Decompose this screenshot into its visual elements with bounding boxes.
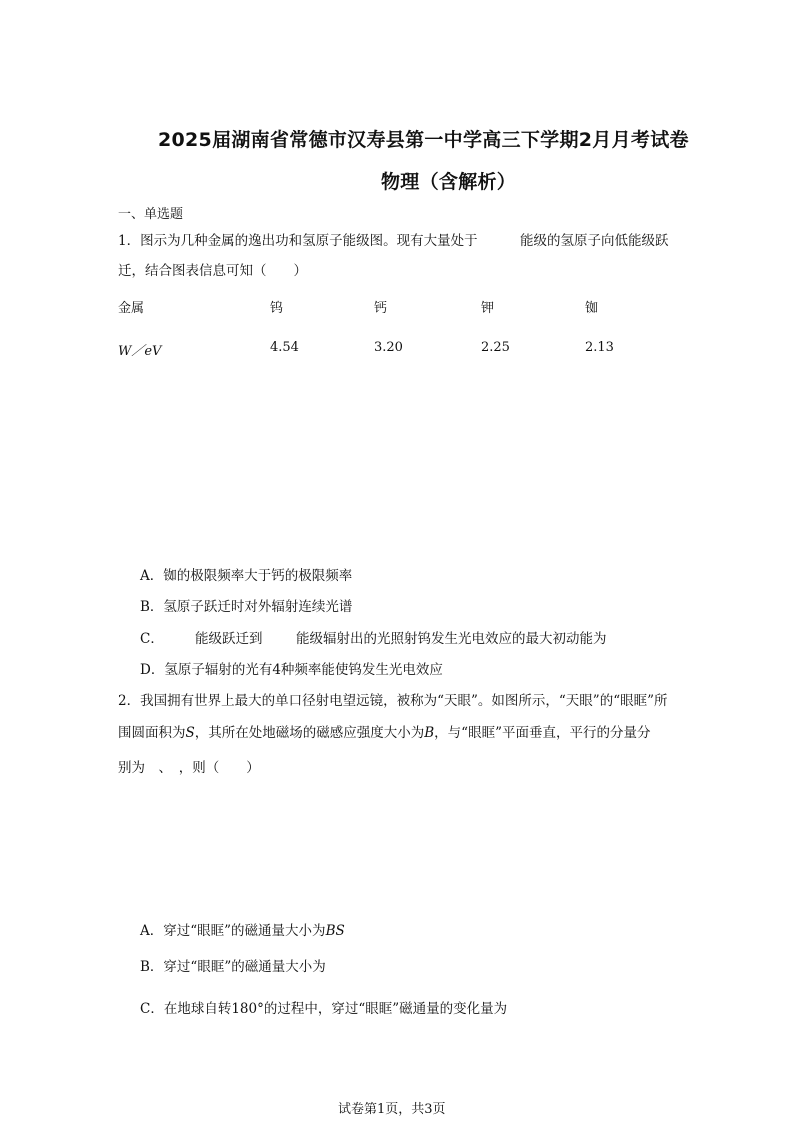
q2-stem-line3: 别为 、 ，则（ ） — [118, 760, 260, 776]
table-value-rubidium: 2.13 — [585, 340, 614, 355]
q2-line2-text-b: ，其所在处地磁场的磁感应强度大小为 — [194, 725, 425, 741]
document-title-line1: 2025届湖南省常德市汉寿县第一中学高三下学期2月月考试卷 — [158, 129, 689, 151]
q2-line2-text-c: ，与“眼眶”平面垂直，平行的分量分 — [434, 725, 651, 741]
q2-stem-line2 — [118, 721, 650, 741]
page-footer: 试卷第1页，共3页 — [338, 1102, 446, 1117]
document-title-line2: 物理（含解析） — [381, 171, 517, 193]
table-value-potassium: 2.25 — [481, 340, 510, 355]
table-header-calcium: 钙 — [374, 301, 388, 316]
table-row-label-work-function: W／eV — [118, 344, 162, 359]
table-header-tungsten: 钨 — [270, 301, 284, 316]
q1-option-d: D．氢原子辐射的光有4种频率能使钨发生光电效应 — [140, 662, 443, 678]
q2-option-c: C．在地球自转180°的过程中，穿过“眼眶”磁通量的变化量为 — [140, 1001, 508, 1017]
section-heading: 一、单选题 — [118, 207, 184, 222]
q1-option-a: A．铷的极限频率大于钙的极限频率 — [140, 568, 353, 584]
q2-option-a-text: A．穿过“眼眶”的磁通量大小为 — [140, 923, 326, 939]
q2-symbol-b: B — [424, 725, 435, 741]
table-header-rubidium: 铷 — [585, 301, 599, 316]
q1-option-c-text-1: 能级跃迁到 — [195, 631, 263, 647]
q1-option-c-label: C． — [140, 631, 164, 647]
q1-stem-line1-b: 能级的氢原子向低能级跃 — [520, 233, 669, 249]
q1-option-c-text-2: 能级辐射出的光照射钨发生光电效应的最大初动能为 — [296, 631, 607, 647]
q1-option-b: B．氢原子跃迁时对外辐射连续光谱 — [140, 599, 353, 615]
q2-line2-text-a: 围圆面积为 — [118, 725, 186, 741]
q2-option-a-formula: BS — [325, 923, 345, 939]
q1-stem-line2: 迁，结合图表信息可知（ ） — [118, 263, 307, 279]
table-value-tungsten: 4.54 — [270, 340, 299, 355]
q2-symbol-s: S — [185, 725, 195, 741]
table-header-metal: 金属 — [118, 301, 145, 316]
q2-option-b: B．穿过“眼眶”的磁通量大小为 — [140, 959, 326, 975]
q1-stem-line1-a: 1．图示为几种金属的逸出功和氢原子能级图。现有大量处于 — [118, 233, 478, 249]
q2-option-a — [140, 919, 345, 939]
table-header-potassium: 钾 — [481, 301, 495, 316]
table-value-calcium: 3.20 — [374, 340, 403, 355]
q2-stem-line1: 2．我国拥有世界上最大的单口径射电望远镜，被称为“天眼”。如图所示，“天眼”的“眼眶”所 — [118, 693, 668, 709]
